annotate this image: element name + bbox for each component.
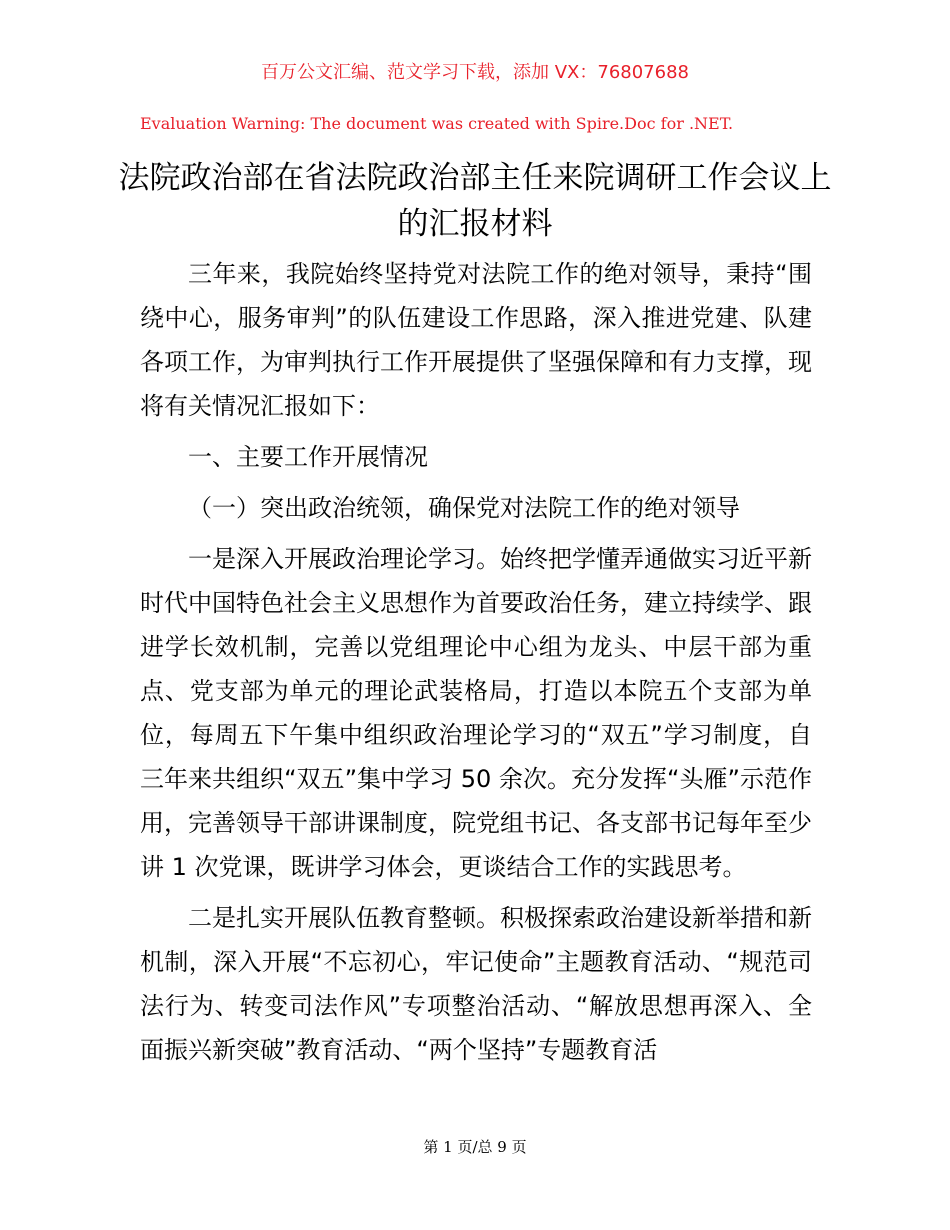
page-number: 第 1 页/总 9 页: [423, 1138, 527, 1156]
paragraph-first-point: 一是深入开展政治理论学习。始终把学懂弄通做实习近平新时代中国特色社会主义思想作为首要政治任务，建立持续学、跟进学长效机制，完善以党组理论中心组为龙头、中层干部为重点、党支部为单元的理论武装格局，打造以本院五个支部为单位，每周五下午集中组织政治理论学习的“双五”学习制度，自三年来共组织“双五”集中学习 50 余次。充分发挥“头雁”示范作用，完善领导干部讲课制度，院党组书记、各支部书记每年至少讲 1 次党课，既讲学习体会，更谈结合工作的实践思考。: [140, 545, 812, 881]
paragraph-intro: 三年来，我院始终坚持党对法院工作的绝对领导，秉持“围绕中心，服务审判”的队伍建设工作思路，深入推进党建、队建各项工作，为审判执行工作开展提供了坚强保障和有力支撑，现将有关情况汇报如下：: [140, 260, 812, 420]
paragraph-second-point: 二是扎实开展队伍教育整顿。积极探索政治建设新举措和新机制，深入开展“不忘初心，牢记使命”主题教育活动、“规范司法行为、转变司法作风”专项整治活动、“解放思想再深入、全面振兴新突破”教育活动、“两个坚持”专题教育活: [140, 904, 812, 1064]
section-heading: 一、主要工作开展情况: [188, 443, 428, 471]
header-ad-text: 百万公文汇编、范文学习下载，添加 VX：76807688: [261, 62, 689, 83]
document-title: 法院政治部在省法院政治部主任来院调研工作会议上的汇报材料: [118, 160, 832, 242]
evaluation-warning: Evaluation Warning: The document was created with Spire.Doc for .NET.: [140, 114, 734, 133]
document-body: [140, 252, 812, 1079]
subsection-heading: （一）突出政治统领，确保党对法院工作的绝对领导: [188, 494, 740, 522]
